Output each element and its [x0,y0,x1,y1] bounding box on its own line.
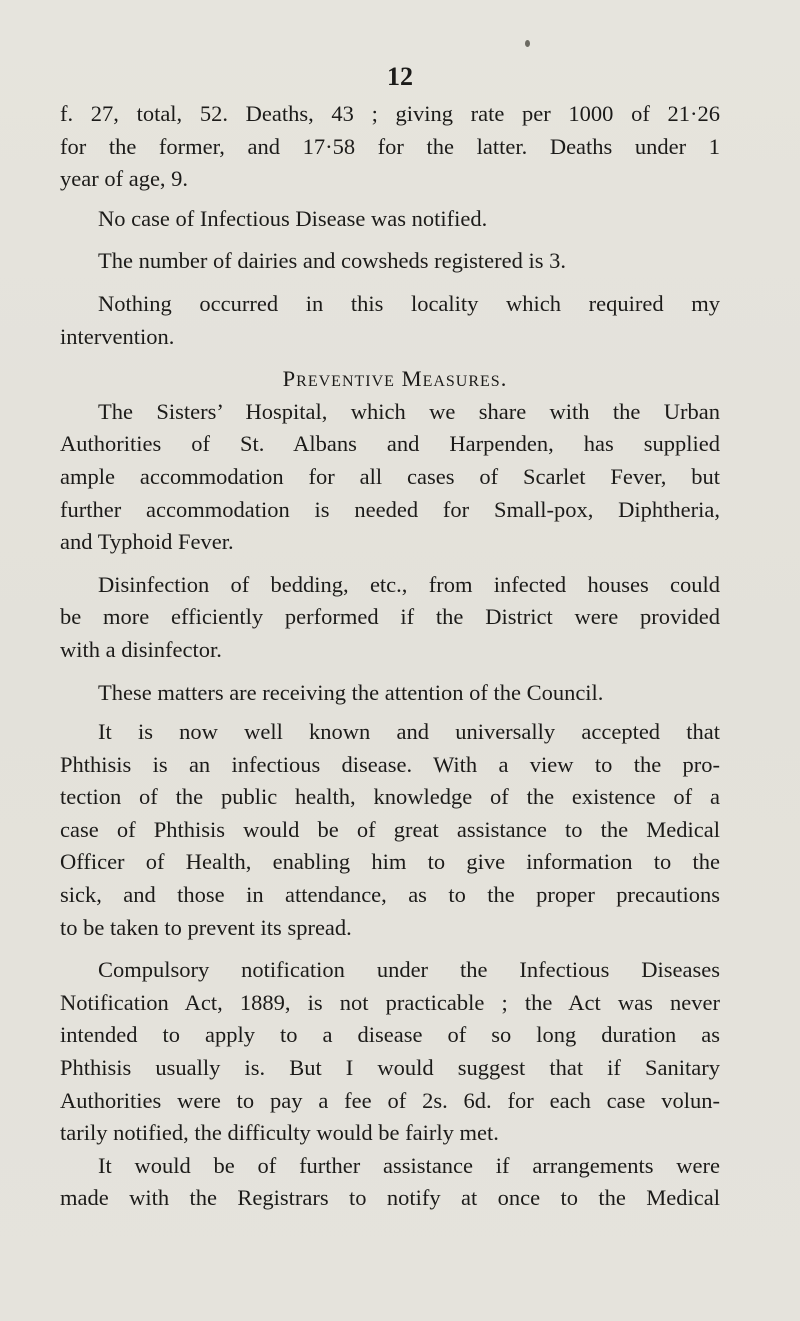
text-line: tarily notified, the difficulty would be fairly met. [60,1120,499,1146]
text-line: intended to apply to a disease of so long duration as [60,1022,720,1048]
text-line: These matters are receiving the attention of the Council. [98,679,604,705]
text-line: to be taken to prevent its spread. [60,914,352,940]
text-line: tection of the public health, knowledge of the existence of a [60,784,720,810]
text-line: year of age, 9. [60,166,189,192]
ink-blot [525,40,530,47]
text-line: The Sisters’ Hospital, which we share with the Urban [98,398,720,424]
text-line: Compulsory notification under the Infectious Diseases [98,957,720,983]
body-text [60,98,720,1215]
text-line: sick, and those in attendance, as to the proper precautions [60,882,720,908]
text-line: Phthisis is an infectious disease. With a view to the pro- [60,751,720,777]
text-line: It would be of further assistance if arrangements were [98,1152,720,1178]
text-line: and Typhoid Fever. [60,529,234,555]
text-line: for the former, and 17·58 for the latter. Deaths under 1 [60,133,720,159]
text-line: Phthisis usually is. But I would suggest that if Sanitary [60,1055,720,1081]
text-line: Disinfection of bedding, etc., from infected houses could [98,571,720,597]
text-line: Officer of Health, enabling him to give information to the [60,849,720,875]
text-line: made with the Registrars to notify at once to the Medical [60,1185,720,1211]
text-line: further accommodation is needed for Small-pox, Diphtheria, [60,496,720,522]
text-line: Authorities of St. Albans and Harpenden, has supplied [60,431,720,457]
text-line: be more efficiently performed if the District were provided [60,604,720,630]
text-line: with a disinfector. [60,636,222,662]
text-line: It is now well known and universally accepted that [98,719,720,745]
text-line: ample accommodation for all cases of Scarlet Fever, but [60,463,720,489]
text-line: Authorities were to pay a fee of 2s. 6d. for each case volun- [60,1087,720,1113]
text-line: Nothing occurred in this locality which required my [98,290,720,316]
text-line: Notification Act, 1889, is not practicable ; the Act was never [60,989,720,1015]
section-heading: Preventive Measures. [282,366,508,392]
text-line: The number of dairies and cowsheds registered is 3. [98,248,566,274]
text-line: intervention. [60,323,175,349]
page-number: 12 [387,62,413,91]
text-line: case of Phthisis would be of great assistance to the Medical [60,816,720,842]
text-line: f. 27, total, 52. Deaths, 43 ; giving rate per 1000 of 21·26 [60,101,720,126]
text-line: No case of Infectious Disease was notified. [98,205,488,231]
